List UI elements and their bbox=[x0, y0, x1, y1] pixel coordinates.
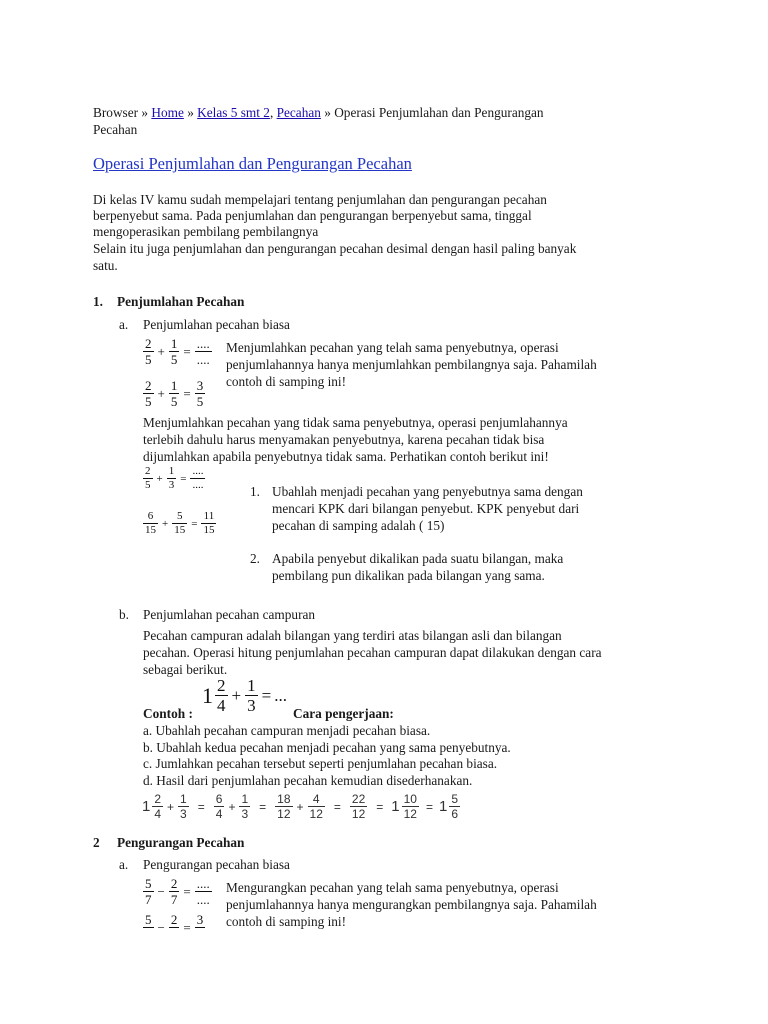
section2-a-marker: a. bbox=[119, 857, 129, 872]
breadcrumb-home-link[interactable]: Home bbox=[151, 105, 184, 120]
step-number: 1. bbox=[250, 484, 260, 499]
section2-a-text: contoh di samping ini! bbox=[226, 914, 347, 929]
page-title[interactable]: Operasi Penjumlahan dan Pengurangan Pecahan bbox=[93, 154, 412, 173]
section1-a-text2: terlebih dahulu harus menyamakan penyebutnya, karena pecahan tidak bisa bbox=[143, 432, 545, 447]
section2-heading: Pengurangan Pecahan bbox=[117, 835, 245, 850]
breadcrumb-separator: » bbox=[187, 105, 194, 120]
intro-line: berpenyebut sama. Pada penjumlahan dan pengurangan berpenyebut sama, tinggal bbox=[93, 208, 532, 223]
step-text: pembilang pun dikalikan pada bilangan yang sama. bbox=[272, 568, 545, 583]
breadcrumb-comma: , bbox=[269, 105, 274, 120]
equation-mixed-fraction-example: 1 2 4 + $\frac{1}{3}$ = ... bbox=[202, 676, 287, 715]
section1-number: 1. bbox=[93, 294, 103, 309]
section1-a-text: Menjumlahkan pecahan yang telah sama penyebutnya, operasi bbox=[226, 340, 559, 355]
breadcrumb-current-cont: Pecahan bbox=[93, 122, 138, 137]
step-text: Apabila penyebut dikalikan pada suatu bilangan, maka bbox=[272, 551, 564, 566]
section1-a-text2: Menjumlahkan pecahan yang tidak sama penyebutnya, operasi penjumlahannya bbox=[143, 415, 568, 430]
intro-line: Di kelas IV kamu sudah mempelajari tentang penjumlahan dan pengurangan pecahan bbox=[93, 192, 547, 207]
section1-b-text: pecahan. Operasi hitung penjumlahan pecahan campuran dapat dilakukan dengan cara bbox=[143, 645, 602, 660]
section1-b-label: Penjumlahan pecahan campuran bbox=[143, 607, 316, 622]
step-text: Ubahlah menjadi pecahan yang penyebutnya sama dengan bbox=[272, 484, 583, 499]
step-number: 2. bbox=[250, 551, 260, 566]
cara-step: c. Jumlahkan pecahan tersebut seperti penjumlahan pecahan biasa. bbox=[143, 756, 498, 771]
equation-add-different-denominator: 2 5 + $\frac{1}{3}$ = .... .... bbox=[145, 465, 204, 491]
section1-b-marker: b. bbox=[119, 607, 129, 622]
section2-number: 2 bbox=[93, 835, 100, 850]
section1-heading: Penjumlahan Pecahan bbox=[117, 294, 245, 309]
cara-step: a. Ubahlah pecahan campuran menjadi pecahan biasa. bbox=[143, 723, 431, 738]
equation-add-common-denominator: 6 15 + $\frac{5}{15}$ = $\frac{11}{15}$ bbox=[145, 510, 215, 536]
breadcrumb bbox=[93, 104, 544, 121]
cara-label: Cara pengerjaan: bbox=[293, 706, 394, 721]
section1-a-text: penjumlahannya hanya menjumlahkan pembilangnya saja. Pahamilah bbox=[226, 357, 597, 372]
equation-add-same-denominator-result: 2 5 + $\frac{1}{5}$ = $\frac{3}{5}$ bbox=[145, 378, 204, 409]
equation-subtract-same-denominator-result: 5 − 2 = 3 bbox=[142, 913, 206, 942]
section2-a-text: Mengurangkan pecahan yang telah sama penyebutnya, operasi bbox=[226, 880, 559, 895]
step-text: pecahan di samping adalah ( 15) bbox=[272, 518, 445, 533]
contoh-label: Contoh : bbox=[143, 706, 193, 721]
section2-a-label: Pengurangan pecahan biasa bbox=[143, 857, 290, 872]
cara-step: d. Hasil dari penjumlahan pecahan kemudian disederhanakan. bbox=[143, 773, 473, 788]
breadcrumb-kelas-link[interactable]: Kelas 5 smt 2 bbox=[197, 105, 270, 120]
section1-a-label: Penjumlahan pecahan biasa bbox=[143, 317, 290, 332]
equation-subtract-same-denominator: 5 7 − $\frac{2}{7}$ = .... .... bbox=[145, 876, 210, 907]
equation-mixed-fraction-solution: 1 2 4 + $\frac{1}{3}$ = $\frac{6}{4}$ + $\frac{1}{3}$ = $\frac{18}{12}$ + $\frac{4}{12}$ = $\frac{22}{12}$ = 1 $\frac{10}{12}$ = 1 5 6 bbox=[142, 792, 459, 821]
section1-b-text: Pecahan campuran adalah bilangan yang terdiri atas bilangan asli dan bilangan bbox=[143, 628, 562, 643]
section1-a-text2: dijumlahkan apabila penyebutnya tidak sama. Perhatikan contoh berikut ini! bbox=[143, 449, 549, 464]
breadcrumb-prefix: Browser » bbox=[93, 105, 149, 120]
equation-add-same-denominator: 2 5 + $\frac{1}{5}$ = .... .... bbox=[145, 336, 210, 367]
breadcrumb-pecahan-link[interactable]: Pecahan bbox=[276, 105, 321, 120]
intro-line: satu. bbox=[93, 258, 118, 273]
section2-a-text: penjumlahannya hanya mengurangkan pembilangnya saja. Pahamilah bbox=[226, 897, 597, 912]
step-text: mencari KPK dari bilangan penyebut. KPK penyebut dari bbox=[272, 501, 580, 516]
section1-a-text: contoh di samping ini! bbox=[226, 374, 347, 389]
section1-a-marker: a. bbox=[119, 317, 129, 332]
intro-line: Selain itu juga penjumlahan dan pengurangan pecahan desimal dengan hasil paling banyak bbox=[93, 241, 577, 256]
cara-step: b. Ubahlah kedua pecahan menjadi pecahan yang sama penyebutnya. bbox=[143, 740, 511, 755]
breadcrumb-current: » Operasi Penjumlahan dan Pengurangan bbox=[324, 105, 544, 120]
intro-line: mengoperasikan pembilang pembilangnya bbox=[93, 224, 319, 239]
section1-b-text: sebagai berikut. bbox=[143, 662, 228, 677]
